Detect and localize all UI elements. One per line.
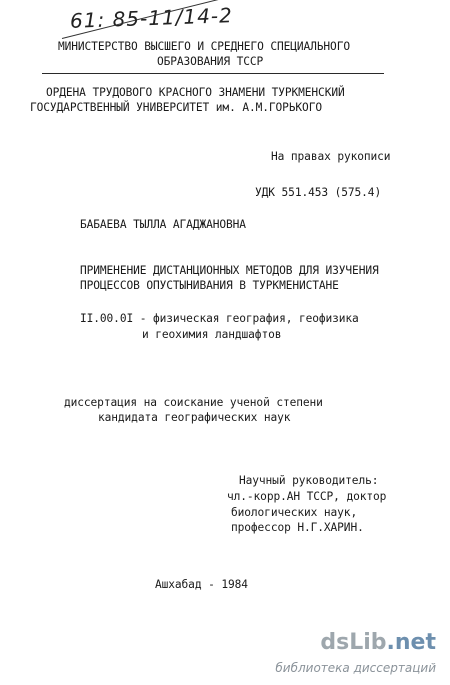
manuscript-note: На правах рукописи bbox=[271, 150, 391, 163]
watermark-logo-tld: .net bbox=[386, 630, 436, 655]
watermark-logo bbox=[320, 630, 436, 655]
ministry-line-1: МИНИСТЕРСТВО ВЫСШЕГО И СРЕДНЕГО СПЕЦИАЛЬНОГО bbox=[58, 40, 350, 53]
specialty-line-1: II.00.0I - физическая география, геофизика bbox=[80, 312, 359, 325]
title-line-1: ПРИМЕНЕНИЕ ДИСТАНЦИОННЫХ МЕТОДОВ ДЛЯ ИЗУЧЕНИЯ bbox=[80, 264, 379, 277]
dissertation-line-2: кандидата географических наук bbox=[98, 411, 291, 424]
watermark-logo-main: dsLib bbox=[320, 630, 387, 655]
specialty-line-2: и геохимия ландшафтов bbox=[142, 328, 282, 341]
university-line-2: ГОСУДАРСТВЕННЫЙ УНИВЕРСИТЕТ им. А.М.ГОРЬКОГО bbox=[30, 101, 322, 114]
university-line-1: ОРДЕНА ТРУДОВОГО КРАСНОГО ЗНАМЕНИ ТУРКМЕНСКИЙ bbox=[46, 86, 345, 99]
advisor-label: Научный руководитель: bbox=[239, 474, 379, 487]
advisor-line-1: чл.-корр.АН ТССР, доктор bbox=[227, 490, 387, 503]
author-name: БАБАЕВА ТЫЛЛА АГАДЖАНОВНА bbox=[80, 218, 246, 231]
advisor-line-3: профессор Н.Г.ХАРИН. bbox=[231, 521, 364, 534]
udk-code: УДК 551.453 (575.4) bbox=[255, 186, 382, 199]
watermark-subtitle: библиотека диссертаций bbox=[275, 661, 436, 675]
header-divider bbox=[42, 73, 384, 74]
handwritten-catalog-number: 61: 85-11/14-2 bbox=[69, 3, 234, 33]
title-line-2: ПРОЦЕССОВ ОПУСТЫНИВАНИЯ В ТУРКМЕНИСТАНЕ bbox=[80, 279, 339, 292]
ministry-line-2: ОБРАЗОВАНИЯ ТССР bbox=[157, 55, 264, 68]
advisor-line-2: биологических наук, bbox=[231, 506, 358, 519]
city-year: Ашхабад - 1984 bbox=[155, 578, 248, 591]
dissertation-line-1: диссертация на соискание ученой степени bbox=[64, 396, 323, 409]
